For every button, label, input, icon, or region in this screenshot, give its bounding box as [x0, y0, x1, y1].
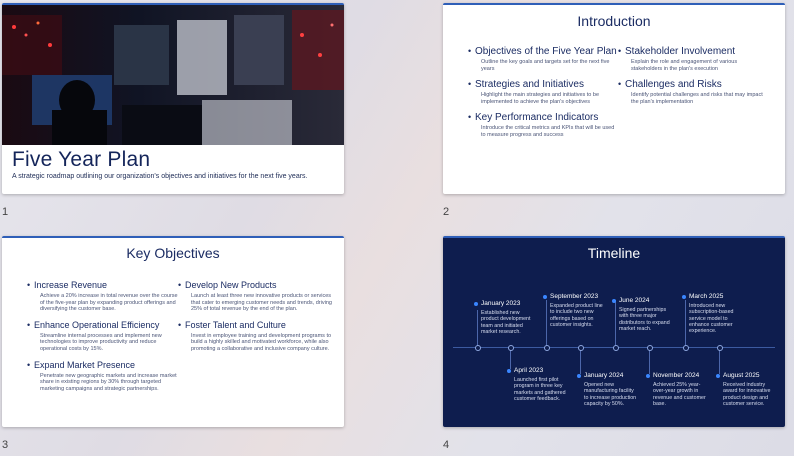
slide-number-4: 4: [443, 439, 450, 451]
item-description: Invest in employee training and development programs to build a highly skilled and motivated workforce, while also promoting a collaborative and inclusive company culture.: [191, 332, 332, 352]
timeline-connector: [580, 349, 581, 374]
left-column: [468, 46, 618, 146]
item-description: Achieve a 20% increase in total revenue over the course of the five-year plan by expanding product offerings and diversifying the customer base.: [40, 293, 178, 313]
control-room-photo: [2, 5, 344, 145]
list-item: [468, 79, 618, 105]
event-date: March 2025: [682, 293, 744, 300]
list-item: [468, 46, 618, 72]
event-description: Achieved 25% year-over-year growth in revenue and customer base.: [653, 382, 706, 407]
timeline-marker: [613, 345, 619, 351]
item-description: Launch at least three new innovative products or services that cater to emerging customer needs and trends, driving 25% of total revenue by the end of the plan.: [191, 293, 332, 313]
item-title: • Challenges and Risks: [618, 79, 768, 90]
event-date: April 2023: [507, 367, 569, 374]
right-column: [178, 280, 334, 360]
timeline-event: [507, 367, 569, 402]
timeline-connector: [649, 349, 650, 374]
event-description: Expanded product line to include two new offerings based on customer insights.: [550, 303, 603, 328]
slide-subtitle: A strategic roadmap outlining our organization's objectives and initiatives for the next five years.: [12, 173, 308, 180]
event-date: November 2024: [646, 372, 708, 379]
slide-title: Timeline: [587, 245, 641, 261]
timeline-event: [474, 300, 536, 335]
timeline-connector: [510, 349, 511, 369]
slide-number-3: 3: [2, 439, 9, 451]
timeline-marker: [508, 345, 514, 351]
timeline-marker: [475, 345, 481, 351]
item-description: Penetrate new geographic markets and increase market share in existing regions by 30% through targeted marketing campaigns and strategic partnerships.: [40, 372, 177, 392]
event-date: January 2024: [577, 372, 639, 379]
list-item: [618, 79, 768, 105]
timeline-connector: [719, 349, 720, 374]
list-item: [178, 280, 334, 313]
slide-number-2: 2: [443, 206, 450, 218]
slide-title: Key Objectives: [126, 245, 220, 261]
slide-thumbnail-4[interactable]: [443, 236, 785, 427]
timeline-marker: [717, 345, 723, 351]
event-description: Received industry award for innovative product design and customer service.: [723, 382, 771, 407]
timeline-marker: [683, 345, 689, 351]
timeline-event: [646, 372, 708, 407]
item-description: Highlight the main strategies and initiatives to be implemented to achieve the plan's objectives: [481, 92, 600, 105]
item-description: Introduce the critical metrics and KPIs that will be used to measure progress and success: [481, 125, 615, 138]
timeline-event: [682, 293, 744, 334]
slide-number-1: 1: [2, 206, 9, 218]
list-item: [27, 360, 179, 393]
event-date: June 2024: [612, 297, 674, 304]
event-description: Introduced new subscription-based service model to enhance customer experience.: [689, 303, 734, 335]
list-item: [27, 320, 179, 353]
right-column: [618, 46, 768, 112]
slide-thumbnail-3[interactable]: [2, 236, 344, 427]
item-description: Streamline internal processes and implement new technologies to improve productivity and reduce operational costs by 15%.: [40, 332, 162, 352]
event-date: September 2023: [543, 293, 605, 300]
slide-thumbnail-2[interactable]: [443, 3, 785, 194]
timeline-event: [577, 372, 639, 407]
timeline-marker: [578, 345, 584, 351]
item-title: • Increase Revenue: [27, 280, 179, 291]
event-date: August 2025: [716, 372, 778, 379]
item-title: • Objectives of the Five Year Plan: [468, 46, 618, 57]
timeline-event: [716, 372, 778, 407]
event-description: Opened new manufacturing facility to increase production capacity by 50%.: [584, 382, 637, 407]
item-title: • Strategies and Initiatives: [468, 79, 618, 90]
timeline-marker: [544, 345, 550, 351]
list-item: [468, 112, 618, 138]
list-item: [178, 320, 334, 353]
item-description: Identify potential challenges and risks that may impact the plan's implementation: [631, 92, 763, 105]
event-description: Established new product development team and initiated market research.: [481, 310, 531, 335]
item-title: • Foster Talent and Culture: [178, 320, 334, 331]
event-date: January 2023: [474, 300, 536, 307]
item-title: • Develop New Products: [178, 280, 334, 291]
event-description: Launched first pilot program in three key markets and gathered customer feedback.: [514, 377, 566, 402]
timeline-event: [612, 297, 674, 332]
item-title: • Stakeholder Involvement: [618, 46, 768, 57]
item-description: Outline the key goals and targets set for the next five years: [481, 59, 610, 72]
event-description: Signed partnerships with three major distributors to expand market reach.: [619, 307, 670, 332]
item-description: Explain the role and engagement of various stakeholders in the plan's execution: [631, 59, 738, 72]
list-item: [618, 46, 768, 72]
item-title: • Key Performance Indicators: [468, 112, 618, 123]
slide-title: Five Year Plan: [12, 148, 151, 171]
list-item: [27, 280, 179, 313]
slide-title: Introduction: [577, 13, 651, 29]
timeline-marker: [647, 345, 653, 351]
timeline-event: [543, 293, 605, 328]
left-column: [27, 280, 179, 399]
slide-thumbnail-1[interactable]: [2, 3, 344, 194]
item-title: • Enhance Operational Efficiency: [27, 320, 179, 331]
item-title: • Expand Market Presence: [27, 360, 179, 371]
